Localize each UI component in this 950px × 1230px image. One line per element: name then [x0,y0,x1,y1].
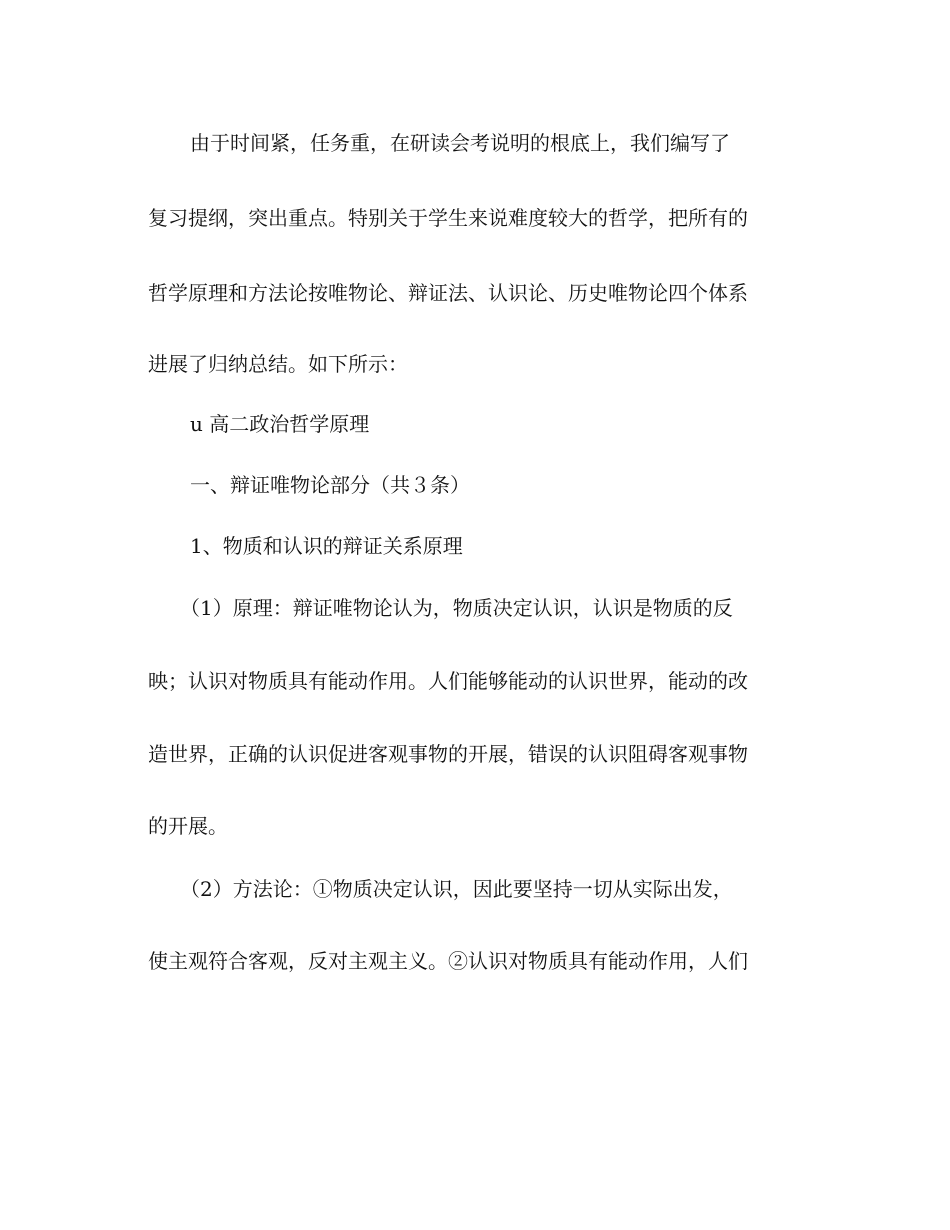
principle-paragraph-line-2: 映；认识对物质具有能动作用。人们能够能动的认识世界，能动的改 [148,669,748,693]
method-paragraph-line-1: （2）方法论：①物质决定认识，因此要坚持一切从实际出发， [180,877,733,901]
principle-paragraph-line-4: 的开展。 [148,814,228,838]
intro-paragraph-line-1: 由于时间紧，任务重，在研读会考说明的根底上，我们编写了 [190,131,730,155]
principle-paragraph-line-3: 造世界，正确的认识促进客观事物的开展，错误的认识阻碍客观事物 [148,742,748,766]
intro-paragraph-line-2: 复习提纲，突出重点。特别关于学生来说难度较大的哲学，把所有的 [148,206,748,230]
principle-paragraph-line-1: （1）原理：辩证唯物论认为，物质决定认识，认识是物质的反 [180,596,733,620]
intro-paragraph-line-4: 进展了归纳总结。如下所示： [148,352,408,376]
section-title: u 高二政治哲学原理 [190,412,370,436]
part-heading: 一、辩证唯物论部分（共３条） [190,473,470,497]
method-paragraph-line-2: 使主观符合客观，反对主观主义。②认识对物质具有能动作用，人们 [148,949,748,973]
principle-heading: 1、物质和认识的辩证关系原理 [190,534,463,558]
intro-paragraph-line-3: 哲学原理和方法论按唯物论、辩证法、认识论、历史唯物论四个体系 [148,281,748,305]
